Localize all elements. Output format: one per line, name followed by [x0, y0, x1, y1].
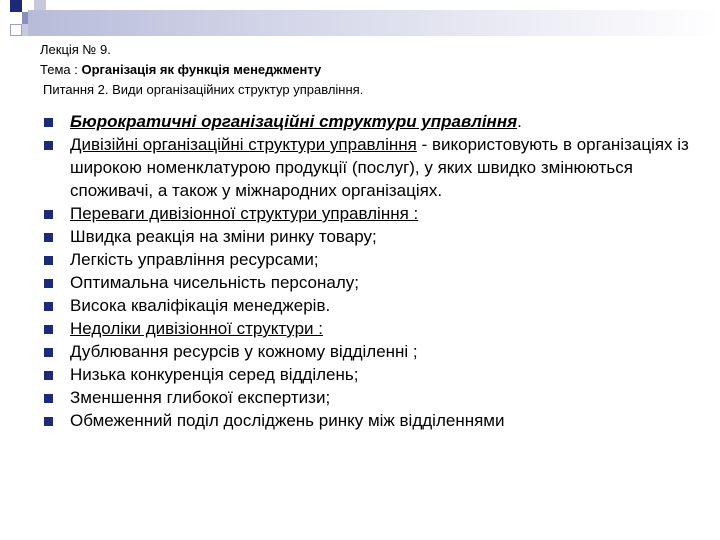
list-item	[40, 225, 695, 248]
list-item	[40, 409, 695, 432]
list-item	[40, 386, 695, 409]
question-line: Питання 2. Види організаційних структур управління.	[43, 82, 364, 97]
list-item	[40, 202, 695, 225]
list-item	[40, 248, 695, 271]
list-item-text: Легкість управління ресурсами;	[70, 250, 319, 269]
bullet-square-icon	[44, 141, 53, 150]
list-item	[40, 317, 695, 340]
bullet-square-icon	[44, 279, 53, 288]
divisional-structures-text: - використовують в організаціях із широкою номенклатурою продукції (послуг), у яких швидко змінюються споживачі, а також у міжнародних організаціях.	[70, 135, 689, 200]
bureaucratic-structures-heading: Бюрократичні організаційні структури управління	[70, 112, 518, 131]
bullet-square-icon	[44, 118, 53, 127]
bullet-square-icon	[44, 348, 53, 357]
bullet-square-icon	[44, 210, 53, 219]
list-item	[40, 271, 695, 294]
heading-period: .	[517, 112, 522, 131]
topic-line	[40, 60, 363, 80]
corner-square-outline	[10, 24, 22, 36]
disadvantages-heading: Недоліки дивізіонної структури :	[70, 319, 323, 338]
bullet-list	[40, 110, 695, 432]
list-item	[40, 110, 695, 133]
divisional-structures-heading: Дивізійні організаційні структури управління	[70, 135, 417, 154]
bullet-square-icon	[44, 325, 53, 334]
topic-prefix: Тема :	[40, 62, 82, 77]
bullet-square-icon	[44, 233, 53, 242]
list-item-text: Дублювання ресурсів у кожному відділенні ;	[70, 342, 418, 361]
list-item-text: Швидка реакція на зміни ринку товару;	[70, 227, 377, 246]
bullet-square-icon	[44, 394, 53, 403]
list-item	[40, 363, 695, 386]
list-item-text: Обмеженний поділ досліджень ринку між відділеннями	[70, 411, 505, 430]
header-gradient-bar	[28, 10, 720, 36]
list-item-text: Оптимальна чисельність персоналу;	[70, 273, 359, 292]
bullet-square-icon	[44, 256, 53, 265]
topic-title: Організація як функція менеджменту	[81, 62, 322, 77]
list-item-text: Зменшення глибокої експертизи;	[70, 388, 331, 407]
corner-square-dark	[10, 0, 22, 12]
list-item-text: Низька конкуренція серед відділень;	[70, 365, 359, 384]
slide-header	[40, 40, 363, 100]
bullet-square-icon	[44, 371, 53, 380]
advantages-heading: Переваги дивізіонної структури управління :	[70, 204, 419, 223]
list-item	[40, 294, 695, 317]
lecture-number: Лекція № 9.	[40, 42, 111, 57]
bullet-square-icon	[44, 302, 53, 311]
list-item	[40, 340, 695, 363]
bullet-square-icon	[44, 417, 53, 426]
list-item	[40, 133, 695, 202]
list-item-text: Висока кваліфікація менеджерів.	[70, 296, 331, 315]
